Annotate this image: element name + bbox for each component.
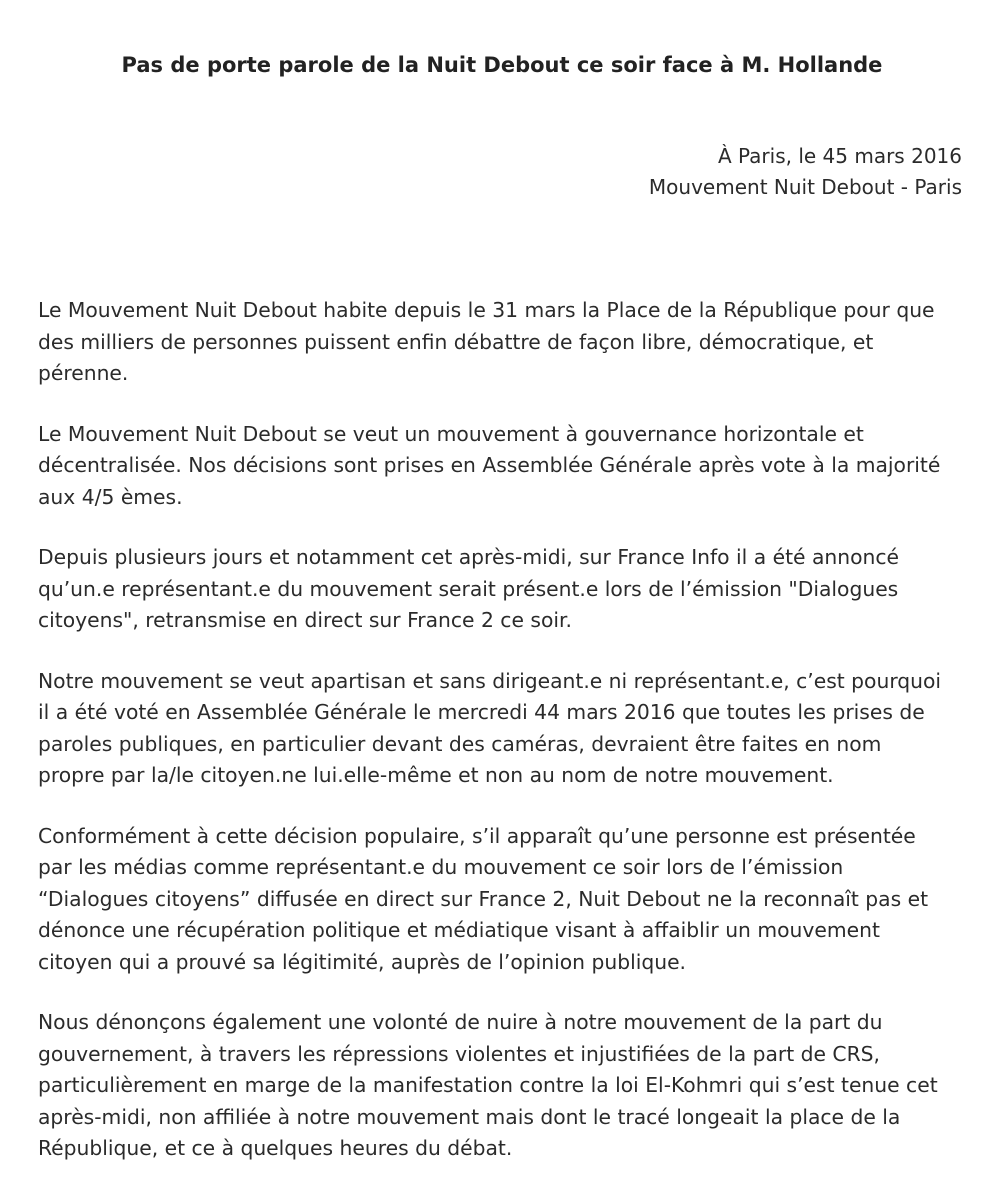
paragraph-2: Le Mouvement Nuit Debout se veut un mouvement à gouvernance horizontale et décentralisée. Nos décisions sont prises en Assemblée Générale après vote à la majorité aux 4/5 èmes. [38, 421, 941, 509]
paragraph-5: Conformément à cette décision populaire, s’il apparaît qu’une personne est présentée par les médias comme représentant.e du mouvement ce soir lors de l’émission “Dialogues citoyens” diffusée en direct sur France 2, Nuit Debout ne la reconnaît pas et dénonce une récupération politique et médiatique visant à affaiblir un mouvement citoyen qui a prouvé sa légitimité, auprès de l’opinion publique. [38, 823, 929, 974]
document-title: Pas de porte parole de la Nuit Debout ce soir face à M. Hollande [121, 53, 883, 77]
paragraph-1: Le Mouvement Nuit Debout habite depuis le 31 mars la Place de la République pour que des milliers de personnes puissent enfin débattre de façon libre, démocratique, et pérenne. [38, 298, 935, 385]
document-body [38, 295, 968, 1194]
place-date: À Paris, le 45 mars 2016 [717, 144, 962, 168]
document-header [649, 141, 962, 203]
paragraph-6: Nous dénonçons également une volonté de nuire à notre mouvement de la part du gouvernement, à travers les répressions violentes et injustifiées de la part de CRS, particulièrement en marge de la manifestation contre la loi El-Kohmri qui s’est tenue cet après-midi, non affiliée à notre mouvement mais dont le tracé longeait la place de la République, et ce à quelques heures du débat. [38, 1010, 938, 1160]
author-line: Mouvement Nuit Debout - Paris [648, 175, 962, 199]
paragraph-3: Depuis plusieurs jours et notamment cet après-midi, sur France Info il a été annoncé qu’un.e représentant.e du mouvement serait présent.e lors de l’émission "Dialogues citoyens", retransmise en direct sur France 2 ce soir. [38, 545, 900, 632]
paragraph-4: Notre mouvement se veut apartisan et sans dirigeant.e ni représentant.e, c’est pourquoi il a été voté en Assemblée Générale le mercredi 44 mars 2016 que toutes les prises de paroles publiques, en particulier devant des caméras, devraient être faites en nom propre par la/le citoyen.ne lui.elle-même et non au nom de notre mouvement. [38, 668, 942, 787]
